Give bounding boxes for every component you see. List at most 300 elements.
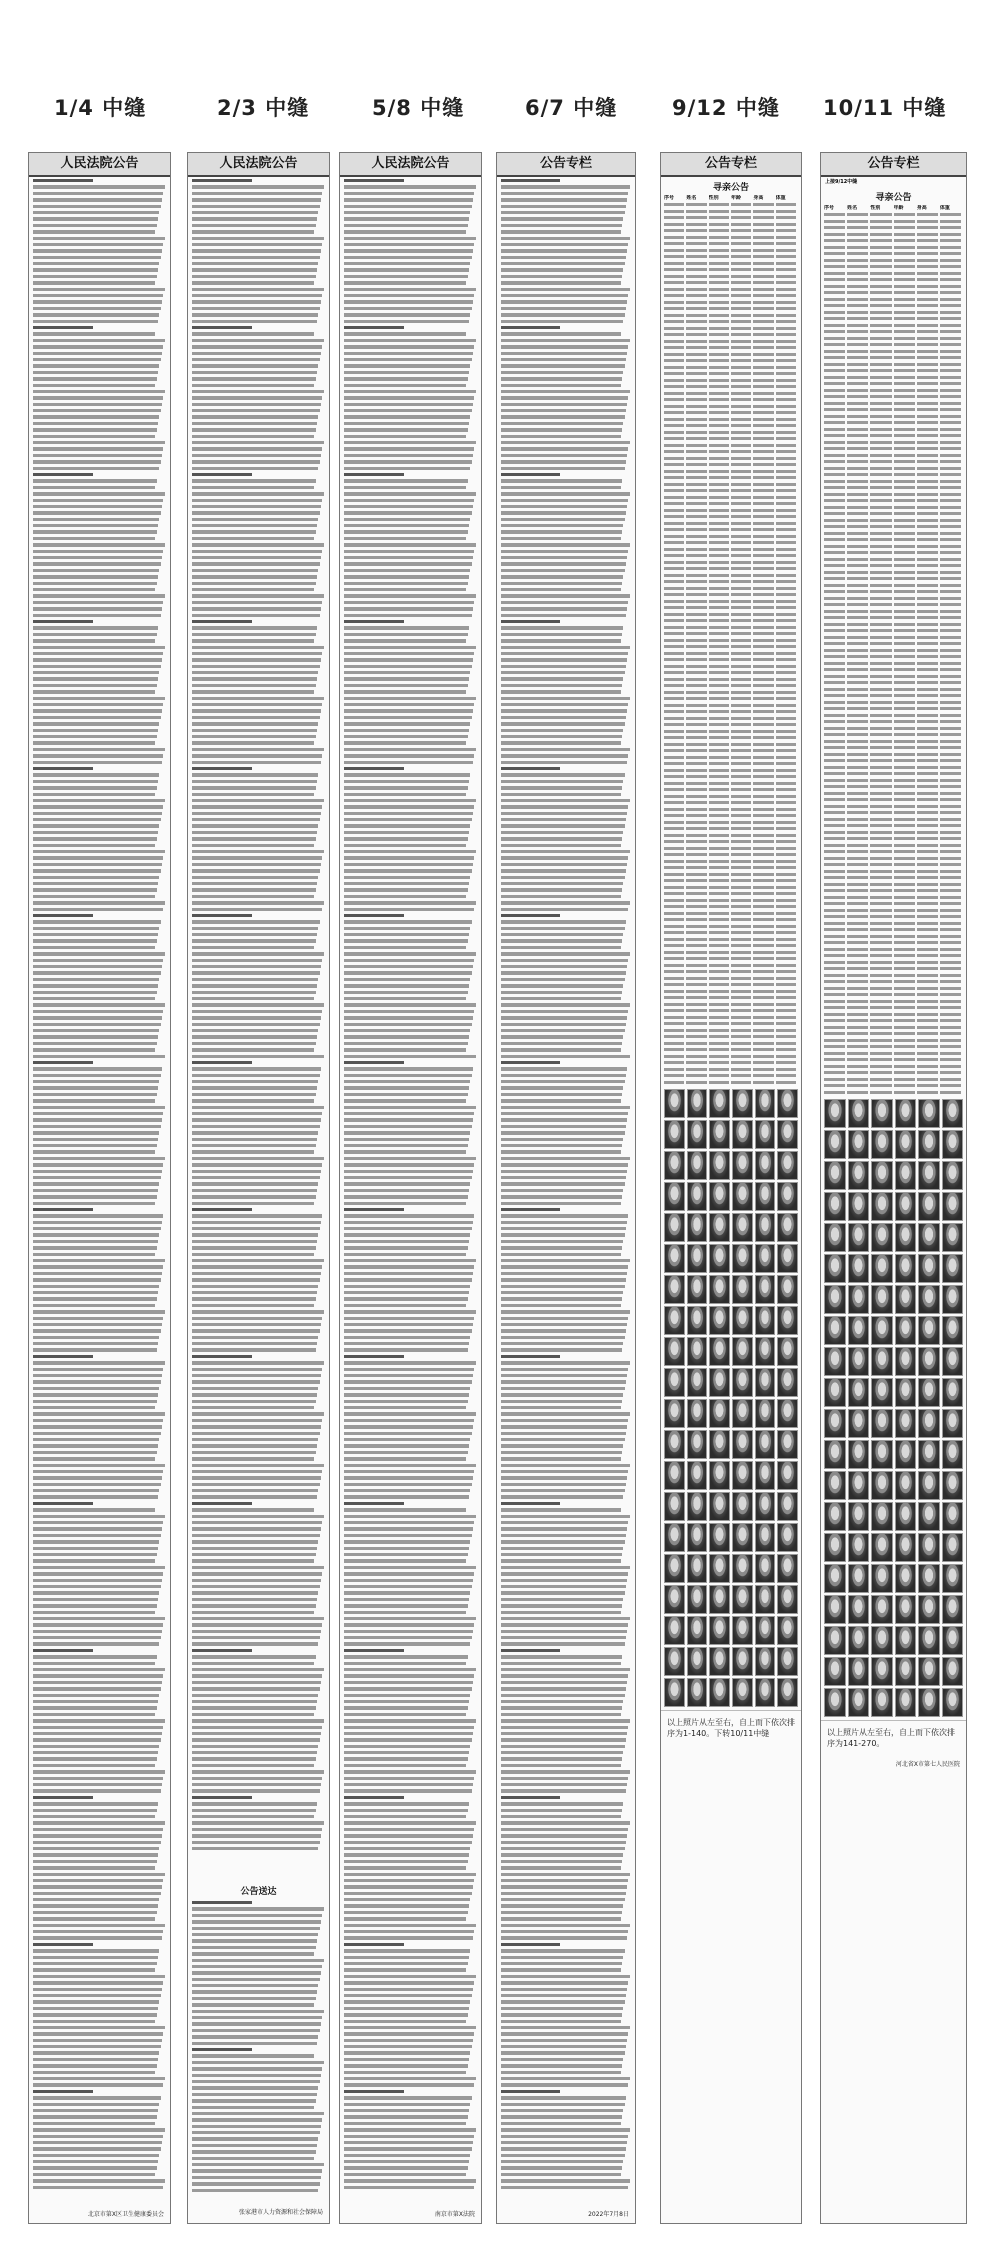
text-line <box>192 1125 320 1128</box>
text-line <box>33 1451 157 1454</box>
text-line <box>501 237 630 240</box>
text-line <box>501 1674 628 1677</box>
table-cell <box>709 392 729 395</box>
table-cell <box>686 554 706 557</box>
table-cell <box>824 551 845 554</box>
text-line <box>33 1208 93 1211</box>
table-cell <box>731 294 751 297</box>
table-cell <box>894 291 915 294</box>
table-cell <box>894 460 915 463</box>
table-cell <box>870 447 891 450</box>
text-line <box>344 556 473 559</box>
table-cell <box>776 788 796 791</box>
table-cell <box>824 662 845 665</box>
text-line <box>501 812 627 815</box>
table-cell <box>709 808 729 811</box>
table-cell <box>753 418 773 421</box>
table-cell <box>776 1081 796 1084</box>
table-cell <box>686 684 706 687</box>
text-line <box>33 1898 159 1901</box>
text-line <box>344 1706 468 1709</box>
text-line <box>344 1783 473 1786</box>
table-cell <box>847 246 868 249</box>
section-subtitle: 寻亲公告 <box>875 193 912 204</box>
text-line <box>33 767 93 770</box>
table-cell <box>917 727 938 730</box>
table-cell <box>917 1013 938 1016</box>
table-cell <box>753 613 773 616</box>
text-line <box>501 1949 625 1952</box>
text-line <box>33 1694 159 1697</box>
text-line <box>501 1898 625 1901</box>
table-cell <box>847 519 868 522</box>
table-cell <box>709 346 729 349</box>
table-cell <box>731 255 751 258</box>
table-cell <box>870 454 891 457</box>
text-line <box>344 1579 473 1582</box>
table-cell <box>824 915 845 918</box>
text-line <box>33 1029 159 1032</box>
table-cell <box>870 564 891 567</box>
table-cell <box>753 353 773 356</box>
table-cell <box>894 343 915 346</box>
text-line <box>192 1457 314 1460</box>
text-line <box>33 709 162 712</box>
table-cell <box>731 821 751 824</box>
table-cell <box>940 935 961 938</box>
text-line <box>501 1630 627 1633</box>
table-cell <box>870 668 891 671</box>
table-cell <box>940 811 961 814</box>
table-cell <box>824 454 845 457</box>
text-line <box>192 920 320 923</box>
text-line <box>501 2007 623 2010</box>
table-cell <box>664 1068 684 1071</box>
text-line <box>33 882 158 885</box>
text-line <box>192 1719 324 1722</box>
table-cell <box>664 808 684 811</box>
table-cell <box>870 1039 891 1042</box>
person-photo <box>918 1316 940 1345</box>
table-cell <box>776 281 796 284</box>
person-photo <box>918 1130 940 1159</box>
table-cell <box>940 532 961 535</box>
table-cell <box>824 597 845 600</box>
table-cell <box>709 918 729 921</box>
table-cell <box>940 766 961 769</box>
text-line <box>192 2035 318 2038</box>
table-cell <box>753 840 773 843</box>
text-line <box>501 716 626 719</box>
table-cell <box>776 366 796 369</box>
table-cell <box>709 866 729 869</box>
table-cell <box>824 792 845 795</box>
continued-label: 上接9/12中缝 <box>825 179 858 185</box>
text-line <box>192 1285 318 1288</box>
text-line <box>192 1451 316 1454</box>
text-line <box>192 639 314 642</box>
table-cell <box>709 970 729 973</box>
text-line <box>33 1061 93 1064</box>
table-cell <box>664 307 684 310</box>
text-line <box>344 2179 476 2182</box>
table-cell <box>824 967 845 970</box>
table-cell <box>776 548 796 551</box>
text-line <box>33 224 157 227</box>
table-cell <box>664 327 684 330</box>
person-photo <box>687 1461 708 1490</box>
table-cell <box>917 980 938 983</box>
text-line <box>344 2166 468 2169</box>
table-cell <box>776 879 796 882</box>
table-cell <box>940 428 961 431</box>
text-line <box>192 1042 316 1045</box>
table-cell <box>753 977 773 980</box>
text-line <box>501 1317 628 1320</box>
text-line <box>344 1470 474 1473</box>
text-line <box>192 403 321 406</box>
text-line <box>192 1278 320 1281</box>
text-line <box>344 626 469 629</box>
text-line <box>501 626 623 629</box>
table-cell <box>753 808 773 811</box>
text-line <box>344 1163 474 1166</box>
text-line <box>501 1246 622 1249</box>
text-line <box>192 1751 317 1754</box>
table-cell <box>753 892 773 895</box>
table-cell <box>731 730 751 733</box>
table-cell <box>917 909 938 912</box>
text-line <box>192 505 321 508</box>
text-line <box>192 2086 318 2089</box>
text-line <box>344 352 473 355</box>
text-line <box>344 658 473 661</box>
table-cell <box>776 489 796 492</box>
table-cell <box>917 733 938 736</box>
text-line <box>344 1361 476 1364</box>
table-cell <box>776 853 796 856</box>
text-line <box>192 1163 322 1166</box>
text-line <box>501 556 627 559</box>
text-line <box>192 1907 324 1910</box>
text-line <box>501 1457 621 1460</box>
table-cell <box>709 619 729 622</box>
table-cell <box>686 704 706 707</box>
text-line <box>501 1745 625 1748</box>
text-line <box>33 1604 157 1607</box>
text-line <box>501 2096 626 2099</box>
person-photo <box>848 1409 870 1438</box>
table-cell <box>870 272 891 275</box>
text-line <box>33 524 158 527</box>
text-line <box>344 1355 404 1358</box>
table-cell <box>776 392 796 395</box>
table-cell <box>753 847 773 850</box>
table-cell <box>847 252 868 255</box>
text-line <box>192 1355 252 1358</box>
text-line <box>33 332 155 335</box>
table-cell <box>686 541 706 544</box>
table-cell <box>847 584 868 587</box>
text-line <box>33 1099 155 1102</box>
table-cell <box>894 1058 915 1061</box>
table-cell <box>824 941 845 944</box>
person-photo <box>777 1430 798 1459</box>
table-cell <box>709 567 729 570</box>
text-line <box>344 1291 469 1294</box>
text-line <box>33 2020 155 2023</box>
text-line <box>501 1118 627 1121</box>
table-cell <box>709 580 729 583</box>
text-line <box>33 1911 157 1914</box>
table-cell <box>940 857 961 860</box>
person-photo <box>777 1151 798 1180</box>
text-line <box>501 876 625 879</box>
table-cell <box>870 688 891 691</box>
table-cell <box>709 1081 729 1084</box>
table-cell <box>709 405 729 408</box>
table-cell <box>731 743 751 746</box>
table-cell <box>776 320 796 323</box>
table-cell <box>731 353 751 356</box>
table-cell <box>824 896 845 899</box>
header-9-12: 9/12 中缝 <box>672 96 780 120</box>
text-line <box>344 1547 469 1550</box>
table-cell <box>824 415 845 418</box>
table-cell <box>686 931 706 934</box>
table-cell <box>686 918 706 921</box>
table-cell <box>824 441 845 444</box>
text-line <box>192 812 321 815</box>
table-cell <box>847 434 868 437</box>
table-cell <box>824 1071 845 1074</box>
table-cell <box>894 239 915 242</box>
table-cell <box>847 324 868 327</box>
table-cell <box>940 584 961 587</box>
text-line <box>33 313 159 316</box>
text-line <box>501 1732 627 1735</box>
table-cell <box>686 281 706 284</box>
table-cell <box>894 733 915 736</box>
table-cell <box>776 1048 796 1051</box>
text-line <box>501 1393 623 1396</box>
table-cell <box>917 649 938 652</box>
text-line <box>192 1662 314 1665</box>
person-photo <box>895 1626 917 1655</box>
table-cell <box>776 236 796 239</box>
table-cell <box>940 889 961 892</box>
text-line <box>344 709 473 712</box>
text-line <box>344 1074 472 1077</box>
text-line <box>501 646 630 649</box>
table-cell <box>709 678 729 681</box>
text-line <box>501 1879 628 1882</box>
text-line <box>344 384 466 387</box>
column-title: 人民法院公告 <box>29 153 170 177</box>
person-photo <box>824 1347 846 1376</box>
table-cell <box>664 210 684 213</box>
text-line <box>33 1540 159 1543</box>
table-cell <box>753 723 773 726</box>
text-line <box>33 1649 93 1652</box>
text-line <box>33 473 93 476</box>
table-cell <box>709 912 729 915</box>
table-cell <box>870 402 891 405</box>
text-line <box>33 1310 165 1313</box>
text-line <box>344 2007 469 2010</box>
text-line <box>33 933 158 936</box>
table-cell <box>894 363 915 366</box>
table-cell <box>847 421 868 424</box>
text-line <box>501 1233 625 1236</box>
table-cell <box>664 970 684 973</box>
text-line <box>192 1598 317 1601</box>
text-line <box>192 754 322 757</box>
table-cell <box>709 450 729 453</box>
table-cell <box>776 333 796 336</box>
text-line <box>344 537 466 540</box>
text-line <box>501 914 560 917</box>
text-line <box>192 697 324 700</box>
text-line <box>501 965 627 968</box>
text-line <box>344 1674 474 1677</box>
table-cell <box>709 509 729 512</box>
text-line <box>344 741 466 744</box>
text-line <box>33 824 159 827</box>
text-line <box>192 1086 317 1089</box>
table-cell <box>847 837 868 840</box>
person-photo <box>824 1192 846 1221</box>
table-cell <box>824 961 845 964</box>
text-line <box>192 454 321 457</box>
text-line <box>33 1719 165 1722</box>
table-cell <box>686 730 706 733</box>
table-cell <box>824 1026 845 1029</box>
text-line <box>501 371 623 374</box>
text-line <box>344 1278 472 1281</box>
table-cell <box>847 928 868 931</box>
text-line <box>344 499 474 502</box>
text-line <box>33 1956 158 1959</box>
person-photo <box>664 1306 685 1335</box>
table-cell <box>940 577 961 580</box>
text-line <box>344 716 472 719</box>
table-cell <box>686 879 706 882</box>
person-photo <box>942 1192 964 1221</box>
table-cell <box>709 515 729 518</box>
table-cell <box>940 688 961 691</box>
table-cell <box>894 701 915 704</box>
table-cell <box>894 311 915 314</box>
table-cell <box>917 1032 938 1035</box>
table-cell <box>731 944 751 947</box>
text-line <box>501 901 630 904</box>
text-line <box>192 1419 322 1422</box>
table-cell <box>776 886 796 889</box>
table-cell <box>847 337 868 340</box>
table-cell <box>731 996 751 999</box>
table-cell <box>709 899 729 902</box>
table-cell <box>847 688 868 691</box>
text-line <box>33 1189 158 1192</box>
table-cell <box>686 457 706 460</box>
photo-grid <box>821 1096 966 1720</box>
text-line <box>192 856 322 859</box>
table-cell <box>686 697 706 700</box>
text-line <box>344 665 472 668</box>
table-cell <box>731 515 751 518</box>
table-cell <box>753 795 773 798</box>
text-line <box>33 1726 163 1729</box>
table-cell <box>824 642 845 645</box>
text-line <box>501 895 621 898</box>
table-cell <box>664 476 684 479</box>
table-cell <box>917 714 938 717</box>
text-line <box>33 652 163 655</box>
text-line <box>344 1726 474 1729</box>
table-cell <box>917 590 938 593</box>
text-line <box>33 633 157 636</box>
table-cell <box>776 827 796 830</box>
table-cell <box>709 210 729 213</box>
table-cell <box>753 691 773 694</box>
table-cell <box>917 337 938 340</box>
table-cell <box>664 606 684 609</box>
table-cell <box>824 532 845 535</box>
text-line <box>344 633 468 636</box>
table-cell <box>870 681 891 684</box>
table-cell <box>824 460 845 463</box>
table-cell <box>824 935 845 938</box>
table-cell <box>753 340 773 343</box>
person-photo <box>664 1461 685 1490</box>
text-line <box>192 1150 314 1153</box>
table-cell <box>940 1019 961 1022</box>
table-cell <box>894 883 915 886</box>
text-line <box>33 230 155 233</box>
person-photo <box>824 1099 846 1128</box>
table-cell <box>894 681 915 684</box>
text-line <box>192 2182 320 2185</box>
text-line <box>344 1182 470 1185</box>
text-line <box>344 773 470 776</box>
table-cell <box>731 1081 751 1084</box>
text-line <box>192 831 317 834</box>
text-line <box>192 882 317 885</box>
text-line <box>33 1617 165 1620</box>
table-cell <box>753 736 773 739</box>
table-cell <box>664 470 684 473</box>
text-line <box>33 403 162 406</box>
table-cell <box>847 909 868 912</box>
text-line <box>344 543 476 546</box>
text-line <box>344 1738 472 1741</box>
text-line <box>344 1924 476 1927</box>
person-photo <box>687 1368 708 1397</box>
table-cell <box>894 454 915 457</box>
table-cell <box>870 259 891 262</box>
table-cell <box>664 1003 684 1006</box>
text-line <box>192 824 318 827</box>
text-line <box>33 1003 165 1006</box>
table-cell <box>753 294 773 297</box>
table-cell <box>917 512 938 515</box>
table-cell <box>917 792 938 795</box>
person-photo <box>709 1182 730 1211</box>
person-photo <box>755 1368 776 1397</box>
text-line <box>501 205 626 208</box>
section-subtitle: 寻亲公告 <box>712 183 749 193</box>
